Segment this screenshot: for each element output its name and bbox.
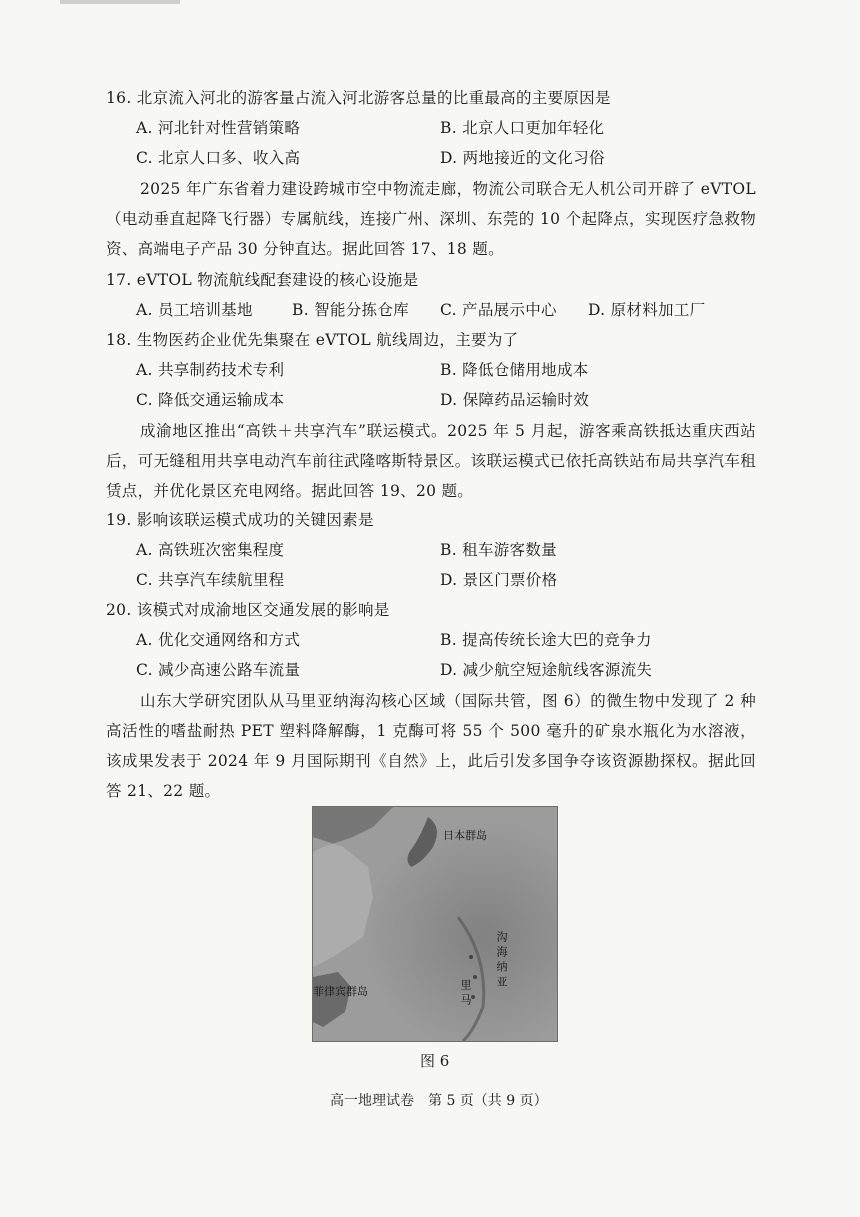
page-footer: 高一地理试卷 第 5 页（共 9 页） <box>330 1093 548 1109</box>
question-20-option-d: D. 减少航空短途航线客源流失 <box>440 661 653 679</box>
question-19-option-c: C. 共享汽车续航里程 <box>136 571 285 589</box>
figure-caption: 图 6 <box>420 1052 450 1070</box>
passage-21-22: 山东大学研究团队从马里亚纳海沟核心区域（国际共管，图 6）的微生物中发现了 2 种高活性的嗜盐耐热 PET 塑料降解酶，1 克酶可将 55 个 500 毫升的矿泉水瓶化为水溶液，该成果发表于 2024 年 9 月国际期刊《自然》上，此后引发多国争夺该资源勘探权。据此回答 21、22 题。 <box>106 692 756 800</box>
question-16-option-a: A. 河北针对性营销策略 <box>136 119 301 137</box>
question-17-option-c: C. 产品展示中心 <box>440 301 557 319</box>
passage-19-20: 成渝地区推出“高铁＋共享汽车”联运模式。2025 年 5 月起，游客乘高铁抵达重庆西站后，可无缝租用共享电动汽车前往武隆喀斯特景区。该联运模式已依托高铁站布局共享汽车租赁点，并优化景区充电网络。据此回答 19、20 题。 <box>106 422 756 500</box>
question-17-option-a: A. 员工培训基地 <box>136 301 253 319</box>
map-label-japan: 日本群岛 <box>443 829 487 842</box>
question-18-option-a: A. 共享制药技术专利 <box>136 361 285 379</box>
question-19-option-b: B. 租车游客数量 <box>440 541 557 559</box>
question-17-stem: 17. eVTOL 物流航线配套建设的核心设施是 <box>106 271 419 289</box>
question-19-option-a: A. 高铁班次密集程度 <box>136 541 285 559</box>
question-20-option-a: A. 优化交通网络和方式 <box>136 631 301 649</box>
question-16-option-b: B. 北京人口更加年轻化 <box>440 119 605 137</box>
map-figure-6 <box>312 806 558 1042</box>
question-16-option-d: D. 两地接近的文化习俗 <box>440 149 605 167</box>
question-19-option-d: D. 景区门票价格 <box>440 571 558 589</box>
map-label-trench-b: 里马 <box>459 979 472 1009</box>
question-16-option-c: C. 北京人口多、收入高 <box>136 149 301 167</box>
question-18-option-b: B. 降低仓储用地成本 <box>440 361 589 379</box>
scan-artifact <box>60 0 180 4</box>
map-terrain <box>313 807 557 1041</box>
question-20-stem: 20. 该模式对成渝地区交通发展的影响是 <box>106 601 390 619</box>
question-18-stem: 18. 生物医药企业优先集聚在 eVTOL 航线周边，主要为了 <box>106 331 519 349</box>
question-19-stem: 19. 影响该联运模式成功的关键因素是 <box>106 511 374 529</box>
passage-17-18: 2025 年广东省着力建设跨城市空中物流走廊，物流公司联合无人机公司开辟了 eVTOL（电动垂直起降飞行器）专属航线，连接广州、深圳、东莞的 10 个起降点，实现医疗急救物资、高端电子产品 30 分钟直达。据此回答 17、18 题。 <box>106 180 756 258</box>
question-18-option-d: D. 保障药品运输时效 <box>440 391 590 409</box>
question-18-option-c: C. 降低交通运输成本 <box>136 391 285 409</box>
question-17-option-b: B. 智能分拣仓库 <box>292 301 409 319</box>
question-16-stem: 16. 北京流入河北的游客量占流入河北游客总量的比重最高的主要原因是 <box>106 89 611 107</box>
map-label-trench-a: 沟海纳亚 <box>495 931 508 991</box>
map-label-philippines: 菲律宾群岛 <box>313 985 368 998</box>
question-20-option-b: B. 提高传统长途大巴的竞争力 <box>440 631 652 649</box>
question-20-option-c: C. 减少高速公路车流量 <box>136 661 301 679</box>
question-17-option-d: D. 原材料加工厂 <box>588 301 706 319</box>
